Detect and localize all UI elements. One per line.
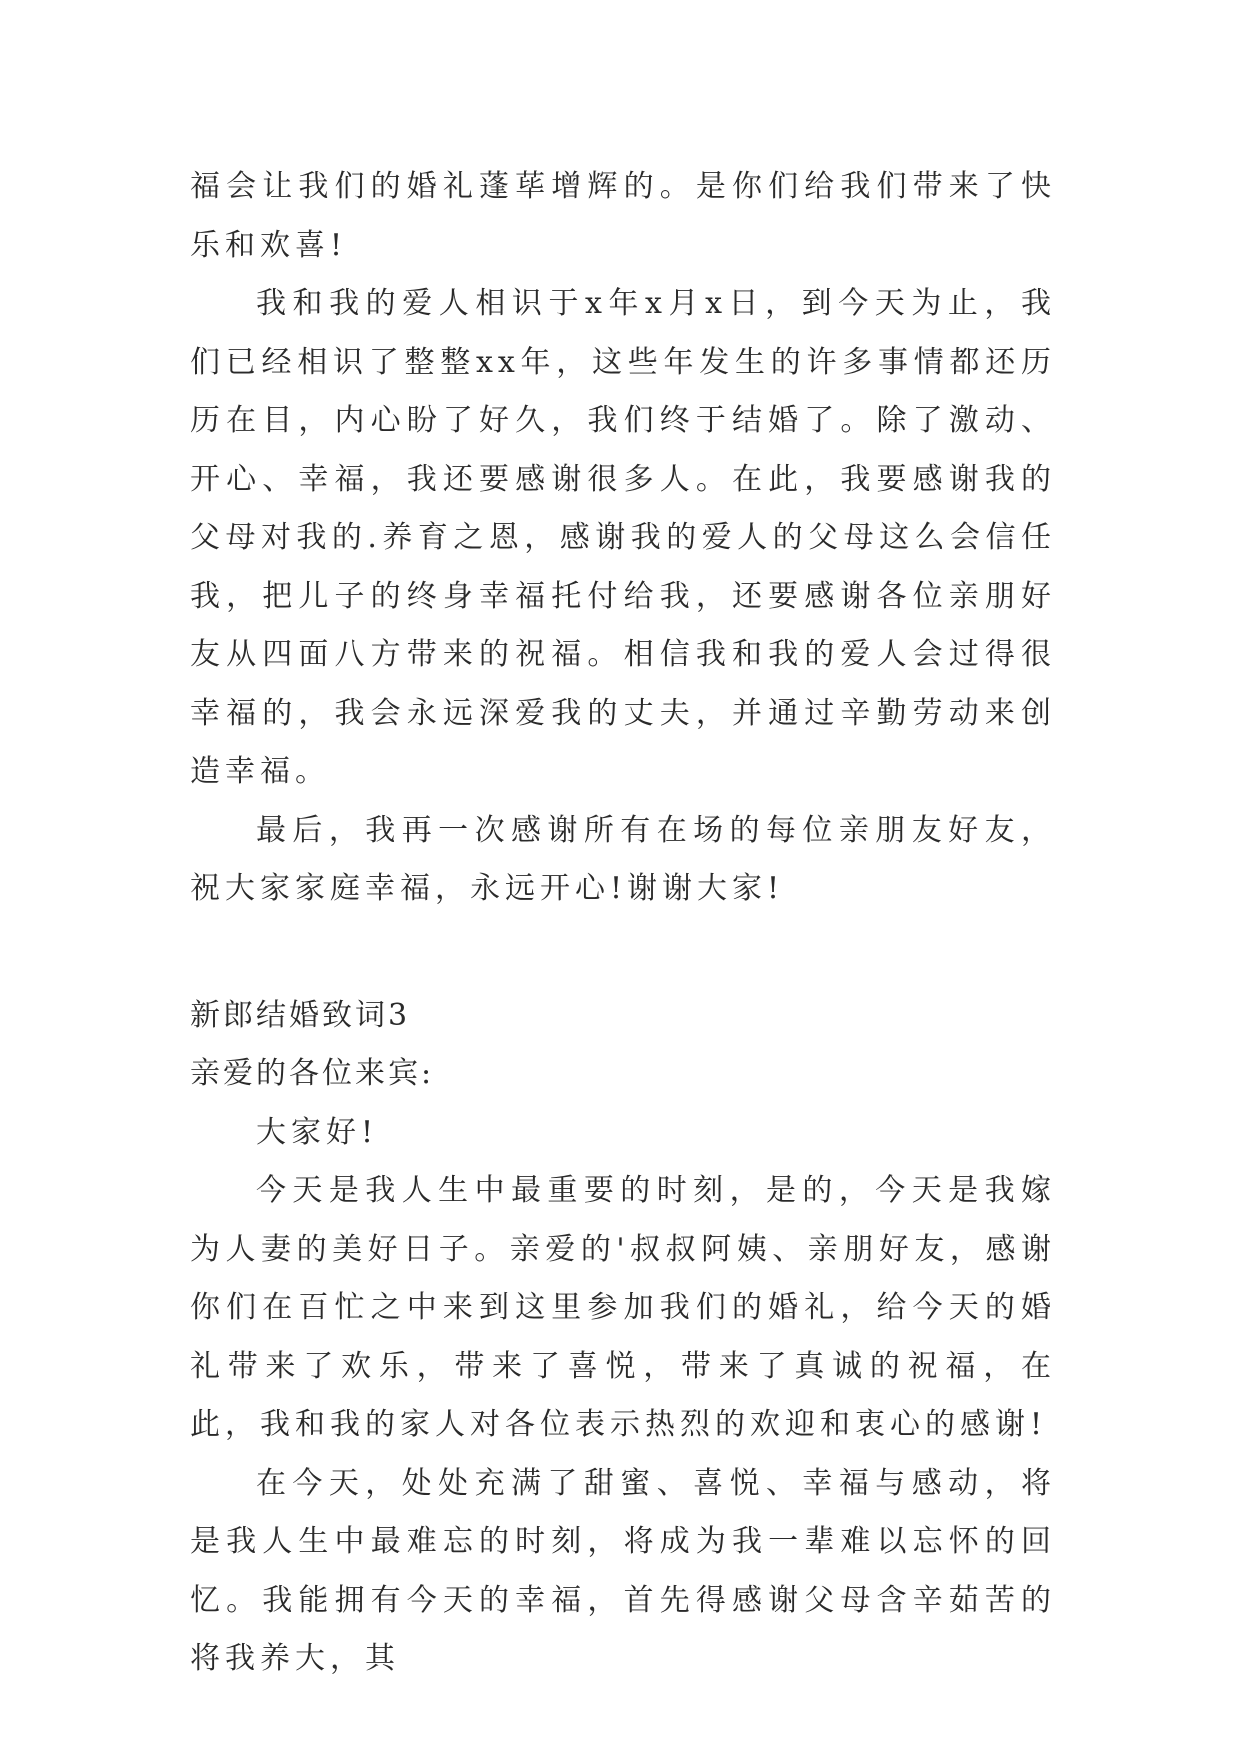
section-gap — [190, 919, 1056, 987]
document-body — [190, 158, 1056, 1689]
paragraph-feelings: 在今天，处处充满了甜蜜、喜悦、幸福与感动，将是我人生中最难忘的时刻，将成为我一辈难以忘怀的回忆。我能拥有今天的幸福，首先得感谢父母含辛茹苦的将我养大，其 — [190, 1465, 1056, 1676]
paragraph-continued: 福会让我们的婚礼蓬荜增辉的。是你们给我们带来了快乐和欢喜! — [190, 169, 1056, 263]
paragraph-closing: 最后，我再一次感谢所有在场的每位亲朋友好友，祝大家家庭幸福，永远开心!谢谢大家! — [190, 812, 1056, 906]
paragraph-meeting: 我和我的爱人相识于x年x月x日，到今天为止，我们已经相识了整整xx年，这些年发生的许多事情都还历历在目，内心盼了好久，我们终于结婚了。除了激动、开心、幸福，我还要感谢很多人。在此，我要感谢我的父母对我的.养育之恩，感谢我的爱人的父母这么会信任我，把儿子的终身幸福托付给我，还要感谢各位亲朋好友从四面八方带来的祝福。相信我和我的爱人会过得很幸福的，我会永远深爱我的丈夫，并通过辛勤劳动来创造幸福。 — [190, 286, 1056, 789]
section-title: 新郎结婚致词3 — [190, 997, 411, 1033]
salutation: 亲爱的各位来宾: — [190, 1056, 435, 1091]
greeting: 大家好! — [256, 1114, 379, 1150]
paragraph-today: 今天是我人生中最重要的时刻，是的，今天是我嫁为人妻的美好日子。亲爱的'叔叔阿姨、亲朋好友，感谢你们在百忙之中来到这里参加我们的婚礼，给今天的婚礼带来了欢乐，带来了喜悦，带来了真诚的祝福，在此，我和我的家人对各位表示热烈的欢迎和衷心的感谢! — [190, 1173, 1056, 1442]
